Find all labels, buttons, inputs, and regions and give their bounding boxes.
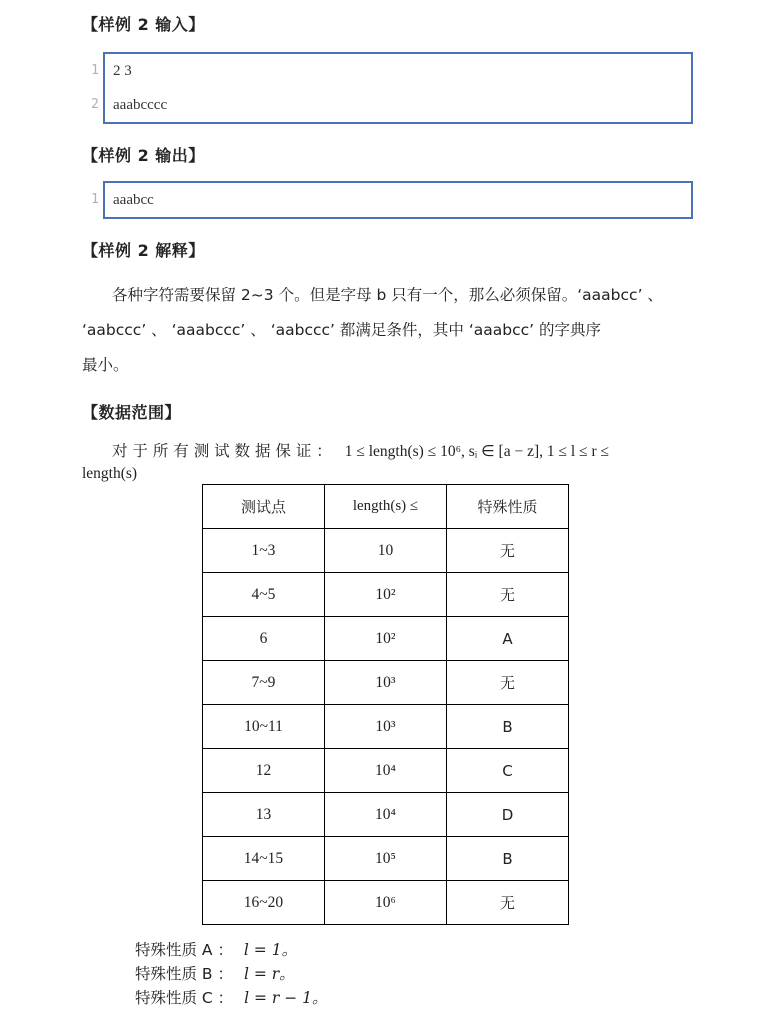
cell-test-point: 10~11 <box>203 705 325 749</box>
cell-property: 无 <box>447 529 569 573</box>
cell-test-point: 14~15 <box>203 837 325 881</box>
cell-length: 10³ <box>325 705 447 749</box>
cell-property: 无 <box>447 661 569 705</box>
explain-line-1: 各种字符需要保留 2~3 个。但是字母 b 只有一个，那么必须保留。‘aaabcc’ 、 <box>112 286 663 304</box>
cell-property: 无 <box>447 881 569 925</box>
table-row <box>203 573 569 617</box>
cell-property: B <box>447 837 569 881</box>
guarantee-math: 1 ≤ length(s) ≤ 10⁶, sᵢ ∈ [a − z], 1 ≤ l ≤ r ≤ <box>344 443 609 460</box>
cell-test-point: 4~5 <box>203 573 325 617</box>
cell-length: 10² <box>325 617 447 661</box>
explain-line-2: ‘aabccc’ 、 ‘aaabccc’ 、 ‘aabccc’ 都满足条件，其中 ‘aaabcc’ 的字典序 <box>82 321 601 339</box>
cell-property: C <box>447 749 569 793</box>
cell-property: B <box>447 705 569 749</box>
cell-length: 10⁵ <box>325 837 447 881</box>
line-number: 1 <box>91 63 99 78</box>
property-b-line <box>135 962 295 984</box>
cell-test-point: 16~20 <box>203 881 325 925</box>
cell-length: 10³ <box>325 661 447 705</box>
property-c-line <box>135 986 328 1008</box>
property-label: 特殊性质 B ： <box>135 965 233 983</box>
sample2-output-code-block[interactable] <box>91 181 693 219</box>
table-row <box>203 749 569 793</box>
cell-length: 10⁴ <box>325 793 447 837</box>
sample2-explain-heading: 【样例 2 解释】 <box>82 241 205 260</box>
data-range-heading: 【数据范围】 <box>82 403 182 422</box>
cell-test-point: 1~3 <box>203 529 325 573</box>
cell-property: A <box>447 617 569 661</box>
guarantee-prefix: 对 于 所 有 测 试 数 据 保 证 ： <box>112 442 332 460</box>
property-a-line <box>135 938 297 960</box>
cell-length: 10 <box>325 529 447 573</box>
code-text: aaabcccc <box>113 97 168 113</box>
property-formula: l = r。 <box>243 965 295 983</box>
table-row <box>203 881 569 925</box>
table-row <box>203 837 569 881</box>
table-row <box>203 705 569 749</box>
header-test-point: 测试点 <box>203 485 325 529</box>
cell-length: 10² <box>325 573 447 617</box>
guarantee-line <box>112 441 609 462</box>
cell-property: 无 <box>447 573 569 617</box>
cell-test-point: 12 <box>203 749 325 793</box>
cell-test-point: 13 <box>203 793 325 837</box>
line-number: 1 <box>91 192 99 207</box>
property-label: 特殊性质 A ： <box>135 941 233 959</box>
table-row <box>203 529 569 573</box>
sample2-input-heading: 【样例 2 输入】 <box>82 15 205 34</box>
cell-length: 10⁶ <box>325 881 447 925</box>
table-row <box>203 661 569 705</box>
header-property: 特殊性质 <box>447 485 569 529</box>
sample2-input-code-block[interactable] <box>91 52 693 124</box>
property-formula: l = r − 1。 <box>244 989 328 1007</box>
code-text: aaabcc <box>113 192 154 208</box>
property-formula: l = 1。 <box>243 941 298 959</box>
line-number: 2 <box>91 97 99 112</box>
table-row <box>203 793 569 837</box>
explain-line-3: 最小。 <box>82 356 129 374</box>
cell-property: D <box>447 793 569 837</box>
data-range-table <box>202 484 569 925</box>
header-length: length(s) ≤ <box>325 485 447 529</box>
guarantee-tail: length(s) <box>82 465 138 482</box>
table-row <box>203 617 569 661</box>
cell-length: 10⁴ <box>325 749 447 793</box>
cell-test-point: 7~9 <box>203 661 325 705</box>
sample2-output-heading: 【样例 2 输出】 <box>82 146 205 165</box>
property-label: 特殊性质 C ： <box>135 989 234 1007</box>
table-header-row <box>203 485 569 529</box>
code-text: 2 3 <box>113 63 132 79</box>
cell-test-point: 6 <box>203 617 325 661</box>
